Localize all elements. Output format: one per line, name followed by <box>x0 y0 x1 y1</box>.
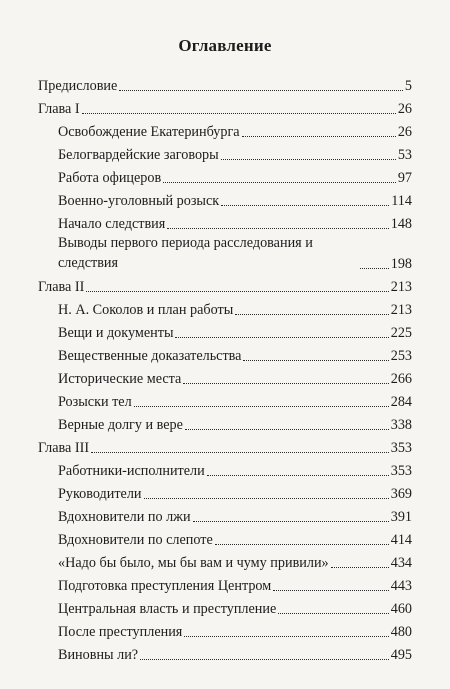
toc-page-number: 213 <box>390 279 412 295</box>
toc-page-number: 198 <box>390 256 412 272</box>
toc-page-number: 97 <box>397 170 412 186</box>
toc-page-number: 266 <box>390 371 412 387</box>
toc-entry-label: Вещественные доказательства <box>58 348 242 364</box>
toc-entry-label: Исторические места <box>58 371 182 387</box>
dot-leader <box>140 659 389 660</box>
toc-entry-label: Глава I <box>38 101 80 117</box>
toc-entry-section[interactable] <box>38 549 412 572</box>
dot-leader <box>235 314 388 315</box>
toc-entry-preface[interactable] <box>38 72 412 95</box>
toc-entry-section[interactable] <box>38 210 412 233</box>
dot-leader <box>82 113 396 114</box>
dot-leader <box>243 360 388 361</box>
toc-entry-section[interactable] <box>38 595 412 618</box>
dot-leader <box>215 544 389 545</box>
dot-leader <box>91 452 389 453</box>
toc-entry-section[interactable] <box>38 480 412 503</box>
toc-entry-label: Вдохновители по слепоте <box>58 532 213 548</box>
toc-entry-label: Белогвардейские заговоры <box>58 147 219 163</box>
toc-page-number: 26 <box>397 124 412 140</box>
dot-leader <box>221 159 396 160</box>
dot-leader <box>167 228 388 229</box>
toc-entry-section[interactable] <box>38 388 412 411</box>
toc-page-number: 353 <box>390 440 412 456</box>
toc-entry-section[interactable] <box>38 572 412 595</box>
toc-page-number: 53 <box>397 147 412 163</box>
dot-leader <box>331 567 389 568</box>
toc-entry-label: Подготовка преступления Центром <box>58 578 272 594</box>
toc-entry-label: После преступления <box>58 624 183 640</box>
dot-leader <box>119 90 403 91</box>
toc-page-number: 284 <box>390 394 412 410</box>
toc-entry-section[interactable] <box>38 641 412 664</box>
toc-entry-chapter-2[interactable] <box>38 273 412 296</box>
toc-page-number: 434 <box>390 555 412 571</box>
toc-page-number: 495 <box>390 647 412 663</box>
toc-entry-label: Виновны ли? <box>58 647 139 663</box>
toc-entry-label: Глава III <box>38 440 90 456</box>
toc-entry-label: Глава II <box>38 279 85 295</box>
dot-leader <box>193 521 389 522</box>
toc-entry-section[interactable] <box>38 457 412 480</box>
toc-entry-section[interactable] <box>38 526 412 549</box>
toc-entry-section[interactable] <box>38 319 412 342</box>
toc-entry-section[interactable] <box>38 164 412 187</box>
dot-leader <box>360 268 389 269</box>
dot-leader <box>185 429 389 430</box>
toc-entry-label: Вдохновители по лжи <box>58 509 191 525</box>
toc-entry-label: Выводы первого периода расследования и следствия <box>58 235 313 271</box>
dot-leader <box>207 475 389 476</box>
table-of-contents <box>38 72 412 664</box>
dot-leader <box>175 337 388 338</box>
toc-page-number: 391 <box>390 509 412 525</box>
toc-entry-section[interactable] <box>38 342 412 365</box>
dot-leader <box>184 636 388 637</box>
toc-entry-label: Освобождение Екатеринбурга <box>58 124 240 140</box>
toc-page-number: 353 <box>390 463 412 479</box>
toc-entry-label: Военно-уголовный розыск <box>58 193 220 209</box>
toc-page-number: 338 <box>390 417 412 433</box>
toc-entry-section[interactable] <box>38 365 412 388</box>
toc-page-number: 26 <box>397 101 412 117</box>
toc-entry-section[interactable] <box>38 187 412 210</box>
toc-entry-label: Начало следствия <box>58 216 166 232</box>
dot-leader <box>242 136 396 137</box>
toc-page-number: 225 <box>390 325 412 341</box>
toc-page-number: 148 <box>390 216 412 232</box>
toc-entry-section[interactable] <box>38 141 412 164</box>
page-title: Оглавление <box>178 36 272 55</box>
toc-entry-label: Н. А. Соколов и план работы <box>58 302 234 318</box>
toc-entry-label: «Надо бы было, мы бы вам и чуму привили» <box>58 555 329 571</box>
toc-page-number: 369 <box>390 486 412 502</box>
toc-page-number: 5 <box>404 78 412 94</box>
toc-page-number: 114 <box>391 193 412 209</box>
toc-page-number: 213 <box>390 302 412 318</box>
toc-page-number: 253 <box>390 348 412 364</box>
toc-entry-label: Предисловие <box>38 78 118 94</box>
toc-entry-section[interactable] <box>38 296 412 319</box>
dot-leader <box>163 182 396 183</box>
toc-page-number: 480 <box>390 624 412 640</box>
toc-entry-label: Работники-исполнители <box>58 463 205 479</box>
toc-page-number: 414 <box>390 532 412 548</box>
dot-leader <box>278 613 388 614</box>
dot-leader <box>134 406 389 407</box>
toc-entry-section[interactable] <box>38 503 412 526</box>
toc-entry-section[interactable] <box>38 118 412 141</box>
toc-entry-chapter-1[interactable] <box>38 95 412 118</box>
toc-entry-label: Розыски тел <box>58 394 132 410</box>
dot-leader <box>183 383 388 384</box>
toc-entry-section[interactable] <box>38 411 412 434</box>
toc-entry-section[interactable] <box>38 618 412 641</box>
toc-page-number: 460 <box>390 601 412 617</box>
toc-entry-label: Работа офицеров <box>58 170 162 186</box>
toc-entry-chapter-3[interactable] <box>38 434 412 457</box>
dot-leader <box>144 498 389 499</box>
toc-entry-label: Вещи и документы <box>58 325 174 341</box>
toc-entry-section[interactable] <box>38 233 412 273</box>
dot-leader <box>86 291 388 292</box>
toc-entry-label: Верные долгу и вере <box>58 417 183 433</box>
toc-entry-label: Руководители <box>58 486 142 502</box>
dot-leader <box>221 205 389 206</box>
dot-leader <box>273 590 388 591</box>
toc-entry-label: Центральная власть и преступление <box>58 601 277 617</box>
toc-page-number: 443 <box>390 578 412 594</box>
